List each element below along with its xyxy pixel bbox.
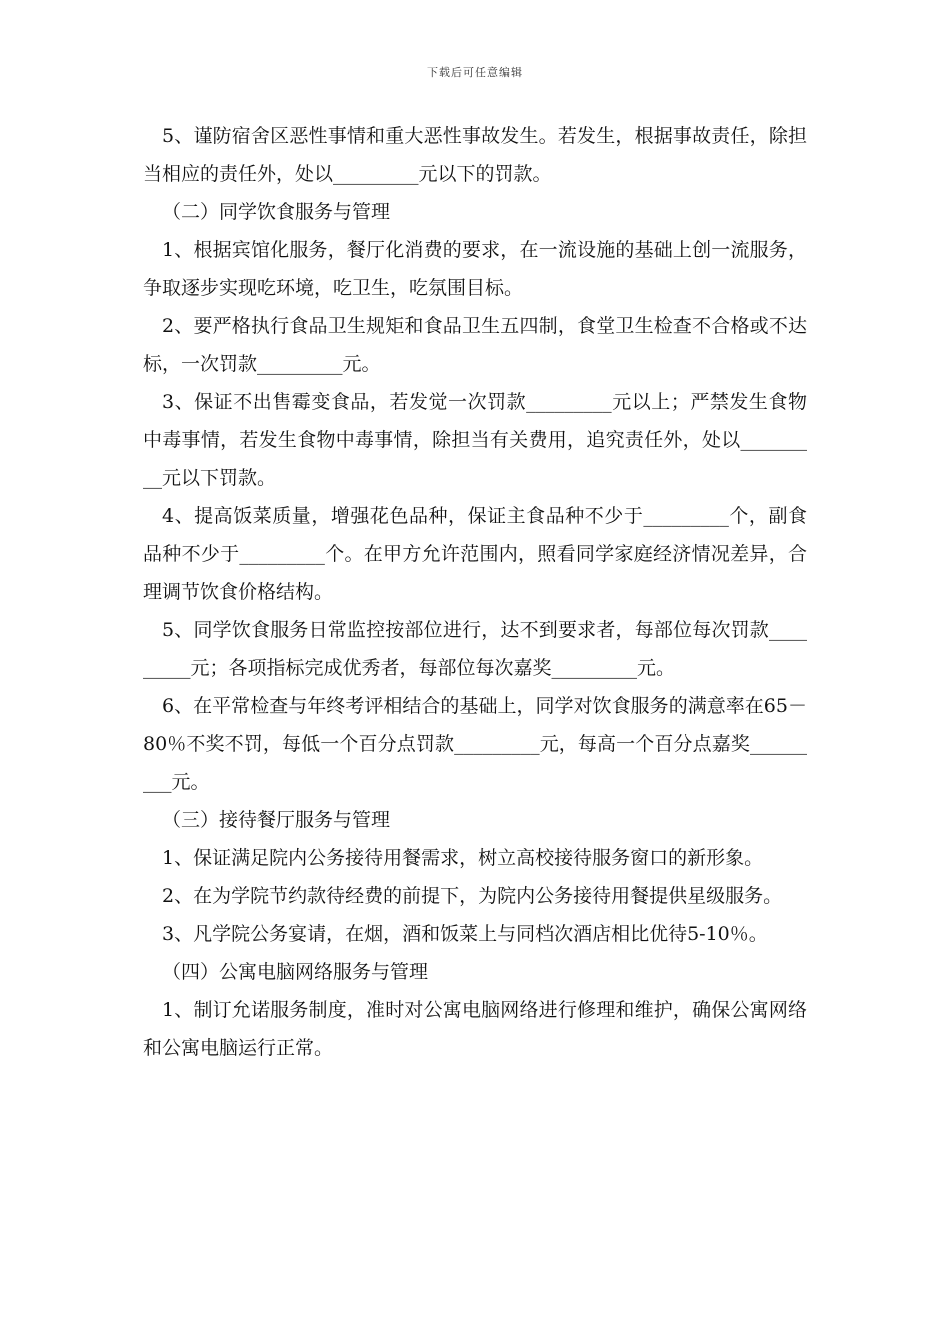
paragraph-catering-2: 2、要严格执行食品卫生规矩和食品卫生五四制，食堂卫生检查不合格或不达标，一次罚款_________元。 xyxy=(143,315,807,375)
paragraph-catering-3: 3、保证不出售霉变食品，若发觉一次罚款_________元以上；严禁发生食物中毒事情，若发生食物中毒事情，除担当有关费用，追究责任外，处以_________元以下罚款。 xyxy=(143,391,807,489)
paragraph-catering-5: 5、同学饮食服务日常监控按部位进行，达不到要求者，每部位每次罚款_________元；各项指标完成优秀者，每部位每次嘉奖_________元。 xyxy=(143,619,807,679)
section-heading-network: （四）公寓电脑网络服务与管理 xyxy=(162,961,429,983)
document-body xyxy=(143,117,807,1067)
page-header: 下载后可任意编辑 xyxy=(427,66,523,79)
paragraph-reception-3: 3、凡学院公务宴请，在烟，酒和饭菜上与同档次酒店相比优待5-10％。 xyxy=(162,923,768,945)
section-heading-reception: （三）接待餐厅服务与管理 xyxy=(162,809,391,831)
paragraph-reception-1: 1、保证满足院内公务接待用餐需求，树立高校接待服务窗口的新形象。 xyxy=(162,847,764,869)
paragraph-catering-4: 4、提高饭菜质量，增强花色品种，保证主食品种不少于_________个，副食品种不少于_________个。在甲方允许范围内，照看同学家庭经济情况差异，合理调节饮食价格结构。 xyxy=(143,505,807,603)
paragraph-reception-2: 2、在为学院节约款待经费的前提下，为院内公务接待用餐提供星级服务。 xyxy=(162,885,783,907)
paragraph-catering-1: 1、根据宾馆化服务，餐厅化消费的要求，在一流设施的基础上创一流服务，争取逐步实现吃环境，吃卫生，吃氛围目标。 xyxy=(143,239,807,299)
paragraph-network-1: 1、制订允诺服务制度，准时对公寓电脑网络进行修理和维护，确保公寓网络和公寓电脑运行正常。 xyxy=(143,999,807,1059)
paragraph-dormitory-incident: 5、谨防宿舍区恶性事情和重大恶性事故发生。若发生，根据事故责任，除担当相应的责任外，处以_________元以下的罚款。 xyxy=(143,125,807,185)
section-heading-catering: （二）同学饮食服务与管理 xyxy=(162,201,391,223)
paragraph-catering-6: 6、在平常检查与年终考评相结合的基础上，同学对饮食服务的满意率在65－80％不奖不罚，每低一个百分点罚款_________元，每高一个百分点嘉奖_________元。 xyxy=(143,695,807,793)
